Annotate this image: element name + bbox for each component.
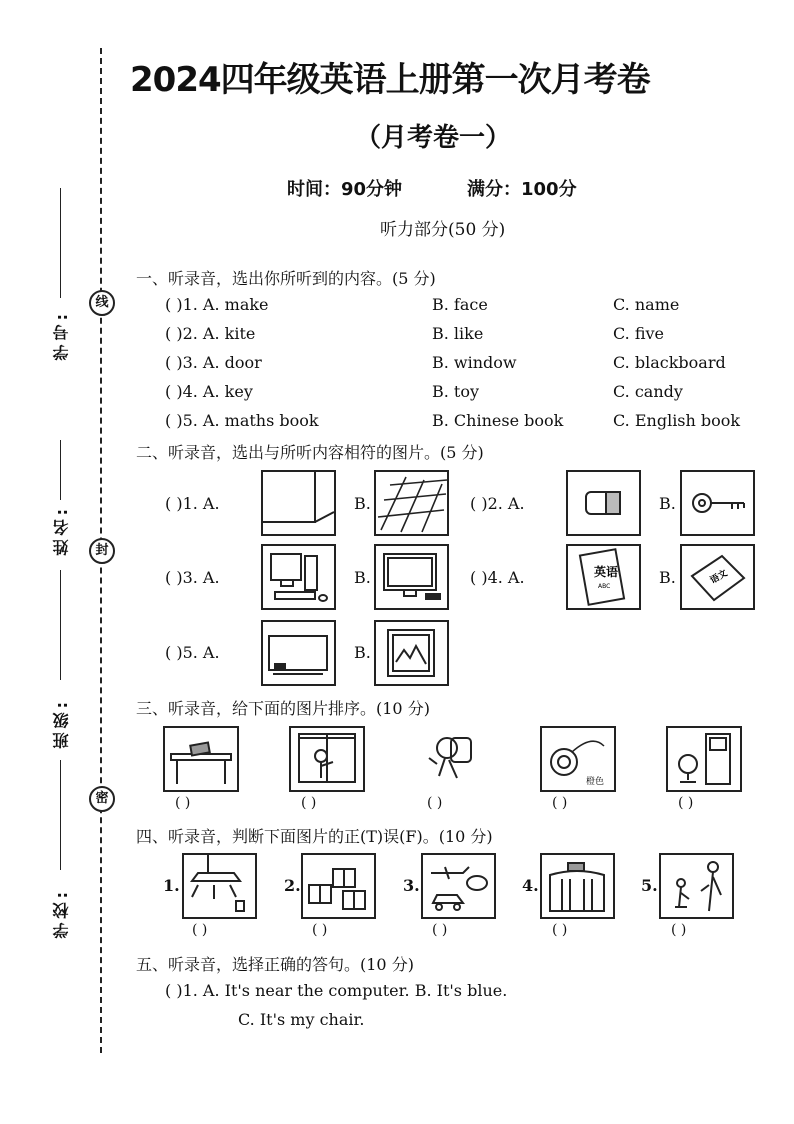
schoolbag-boy-picture <box>415 726 491 792</box>
class-line <box>60 760 61 870</box>
computer-picture <box>261 544 336 610</box>
seal-mi: 密 <box>89 786 115 812</box>
section1-heading: 一、听录音，选出你所听到的内容。(5 分) <box>136 269 436 288</box>
s1-q5-a: ( )5. A. maths book <box>165 411 319 430</box>
eraser-picture <box>566 470 641 536</box>
key-picture <box>680 470 755 536</box>
english-book-picture <box>566 544 641 610</box>
s1-q5-b: B. Chinese book <box>432 411 564 430</box>
s5-q1-line2: C. It's my chair. <box>238 1010 365 1029</box>
s3-blank-2: ( ) <box>301 795 317 811</box>
class-label: 班级: <box>52 698 71 749</box>
exam-subtitle: （月考卷一） <box>355 123 512 153</box>
sweeping-picture <box>659 853 734 919</box>
yoyo-color-label: 橙色 <box>586 777 605 787</box>
s2-q3-label: ( )3. A. <box>165 568 220 587</box>
s3-blank-4: ( ) <box>552 795 568 811</box>
school-label: 学校: <box>52 888 71 939</box>
s3-blank-3: ( ) <box>427 795 443 811</box>
student-id-line <box>60 188 61 298</box>
s4-blank-4: ( ) <box>552 922 568 938</box>
window-cleaning-picture <box>289 726 365 792</box>
s4-blank-1: ( ) <box>192 922 208 938</box>
section4-heading: 四、听录音，判断下面图片的正(T)误(F)。(10 分) <box>136 827 493 846</box>
seal-feng: 封 <box>89 538 115 564</box>
s2-q4-b-label: B. <box>659 568 676 587</box>
s2-q5-b-label: B. <box>354 643 371 662</box>
section5-heading: 五、听录音，选择正确的答句。(10 分) <box>136 955 414 974</box>
s4-blank-5: ( ) <box>671 922 687 938</box>
section2-heading: 二、听录音，选出与所听内容相符的图片。(5 分) <box>136 443 484 462</box>
fan-door-picture <box>666 726 742 792</box>
s2-q2-b-label: B. <box>659 494 676 513</box>
s1-q2-b: B. like <box>432 324 484 343</box>
chinese-book-picture <box>680 544 755 610</box>
s1-q1-a: ( )1. A. make <box>165 295 269 314</box>
yoyo-picture <box>540 726 616 792</box>
english-book-title: 英语 <box>594 565 619 579</box>
s1-q1-c: C. name <box>613 295 680 314</box>
s2-q5-label: ( )5. A. <box>165 643 220 662</box>
s1-q4-a: ( )4. A. key <box>165 382 253 401</box>
tv-picture <box>374 544 449 610</box>
s5-q1-line1: ( )1. A. It's near the computer. B. It's blue. <box>165 981 508 1000</box>
seal-xian: 线 <box>89 290 115 316</box>
full-score: 满分：100分 <box>467 179 577 200</box>
s1-q3-b: B. window <box>432 353 517 372</box>
s4-num-1: 1. <box>163 876 180 895</box>
english-book-sub: ABC <box>598 583 611 590</box>
s2-q1-b-label: B. <box>354 494 371 513</box>
s4-blank-2: ( ) <box>312 922 328 938</box>
chinese-book-title: 语文 <box>708 568 730 587</box>
s4-num-2: 2. <box>284 876 301 895</box>
s4-num-4: 4. <box>522 876 539 895</box>
teacher-desk-picture <box>540 853 615 919</box>
s1-q4-c: C. candy <box>613 382 683 401</box>
s4-num-5: 5. <box>641 876 658 895</box>
s1-q3-a: ( )3. A. door <box>165 353 262 372</box>
s3-blank-1: ( ) <box>175 795 191 811</box>
s1-q5-c: C. English book <box>613 411 741 430</box>
s2-q2-label: ( )2. A. <box>470 494 525 513</box>
blackboard-picture <box>261 620 336 686</box>
light-picture <box>182 853 257 919</box>
s2-q3-b-label: B. <box>354 568 371 587</box>
s3-blank-5: ( ) <box>678 795 694 811</box>
s1-q4-b: B. toy <box>432 382 480 401</box>
s4-num-3: 3. <box>403 876 420 895</box>
picture-frame-picture <box>374 620 449 686</box>
s4-blank-3: ( ) <box>432 922 448 938</box>
time-limit: 时间：90分钟 <box>287 179 403 200</box>
name-label: 姓名: <box>52 505 71 556</box>
section3-heading: 三、听录音，给下面的图片排序。(10 分) <box>136 699 430 718</box>
s1-q3-c: C. blackboard <box>613 353 726 372</box>
wall-corner-picture <box>261 470 336 536</box>
s1-q2-a: ( )2. A. kite <box>165 324 256 343</box>
s1-q1-b: B. face <box>432 295 488 314</box>
student-id-label: 学号: <box>52 310 71 361</box>
toy-vehicles-picture <box>421 853 496 919</box>
s2-q1-label: ( )1. A. <box>165 494 220 513</box>
floor-tiles-picture <box>374 470 449 536</box>
exam-title: 2024四年级英语上册第一次月考卷 <box>130 60 650 100</box>
name-line <box>60 570 61 680</box>
s1-q2-c: C. five <box>613 324 665 343</box>
gift-boxes-picture <box>301 853 376 919</box>
name-line-top <box>60 440 61 500</box>
desk-book-picture <box>163 726 239 792</box>
listening-part-label: 听力部分(50 分) <box>380 220 506 240</box>
s2-q4-label: ( )4. A. <box>470 568 525 587</box>
